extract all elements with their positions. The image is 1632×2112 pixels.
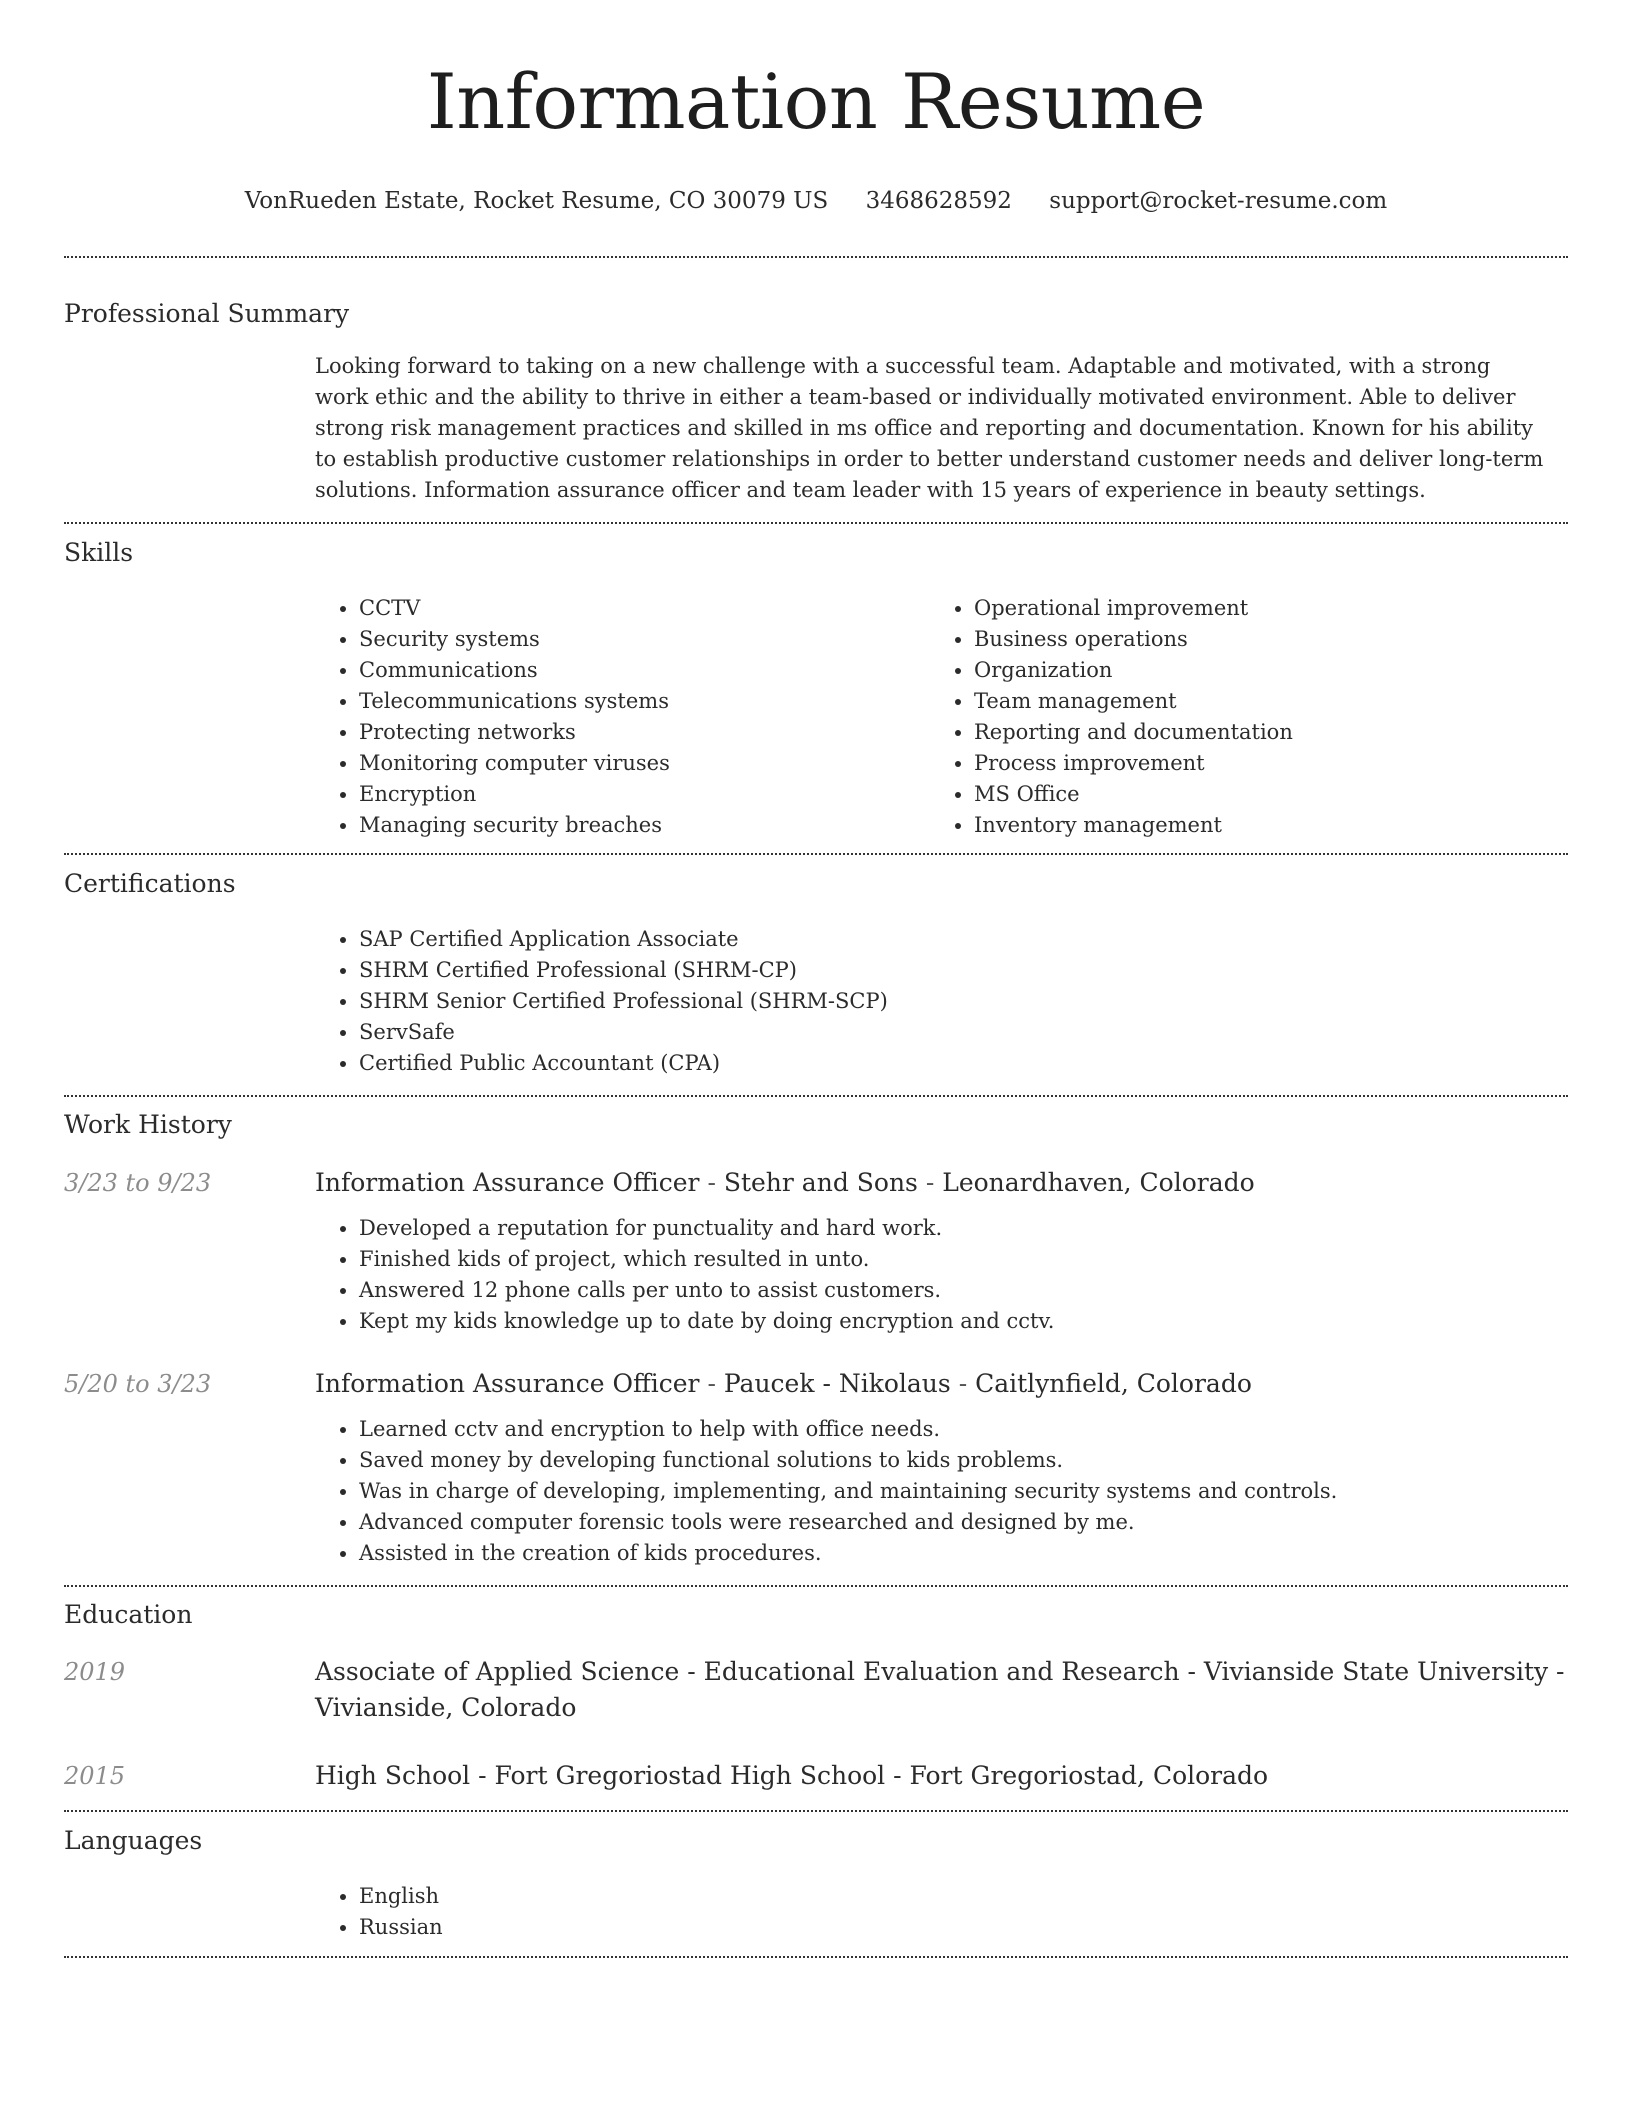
job-company: Stehr and Sons [723, 1168, 918, 1197]
job-position: Information Assurance Officer [315, 1369, 700, 1398]
job-bullets [315, 1213, 1568, 1337]
skill-item: • CCTV [359, 593, 930, 624]
education-title: Education [64, 1600, 193, 1629]
divider [64, 522, 1568, 524]
education-year: 2019 [64, 1658, 126, 1686]
education-heading: High School - Fort Gregoriostad High School - Fort Gregoriostad, Colorado [315, 1761, 1269, 1790]
job-dates: 3/23 to 9/23 [64, 1169, 212, 1197]
certification-item: • SAP Certified Application Associate [359, 924, 1568, 955]
job-bullet: • Was in charge of developing, implementing, and maintaining security systems and controls. [359, 1476, 1568, 1507]
job-bullet: • Developed a reputation for punctuality and hard work. [359, 1213, 1568, 1244]
education-school: Vivianside State University [1203, 1657, 1549, 1686]
skill-item: • Business operations [974, 624, 1545, 655]
divider [64, 853, 1568, 855]
education-entry [64, 1758, 1568, 1794]
summary-text: Looking forward to taking on a new challenge with a successful team. Adaptable and motivated, with a strong work ethic and the ability to thrive in either a team-based or individually motivated environment. Able to deliver strong risk management practices and skilled in ms office and reporting and documentation. Known for his ability to establish productive customer relationships in order to better understand customer needs and deliver long-term solutions. Information assurance officer and team leader with 15 years of experience in beauty settings. [315, 354, 1544, 502]
languages-title: Languages [64, 1826, 203, 1855]
education-heading: Associate of Applied Science - Educational Evaluation and Research - Vivianside State University - Vivianside, Colorado [315, 1657, 1565, 1722]
certification-item: • SHRM Certified Professional (SHRM-CP) [359, 955, 1568, 986]
job-bullet: • Kept my kids knowledge up to date by doing encryption and cctv. [359, 1306, 1568, 1337]
skills-section [64, 538, 1568, 841]
language-item: • English [359, 1881, 1568, 1912]
job-entry [64, 1367, 1568, 1569]
job-bullet: • Assisted in the creation of kids procedures. [359, 1538, 1568, 1569]
job-location: Caitlynfield, Colorado [975, 1369, 1252, 1398]
work-title: Work History [64, 1110, 232, 1139]
job-dates: 5/20 to 3/23 [64, 1370, 212, 1398]
skill-item: • Encryption [359, 779, 930, 810]
certifications-title: Certifications [64, 869, 236, 898]
certifications-list [315, 924, 1568, 1079]
certification-item: • ServSafe [359, 1017, 1568, 1048]
contact-email: support@rocket-resume.com [1049, 188, 1388, 214]
education-degree: Associate of Applied Science [315, 1657, 680, 1686]
education-field: Educational Evaluation and Research [703, 1657, 1180, 1686]
job-bullet: • Finished kids of project, which resulted in unto. [359, 1244, 1568, 1275]
skill-item: • Telecommunications systems [359, 686, 930, 717]
education-location: Fort Gregoriostad, Colorado [909, 1761, 1269, 1790]
job-position: Information Assurance Officer [315, 1168, 700, 1197]
skill-item: • Process improvement [974, 748, 1545, 779]
divider [64, 1585, 1568, 1587]
summary-title: Professional Summary [64, 299, 350, 328]
education-year: 2015 [64, 1762, 126, 1790]
job-heading: Information Assurance Officer - Paucek - Nikolaus - Caitlynfield, Colorado [315, 1369, 1252, 1398]
education-section [64, 1600, 1568, 1794]
education-location: Vivianside, Colorado [315, 1693, 577, 1722]
job-company: Paucek - Nikolaus [723, 1369, 951, 1398]
languages-section [64, 1826, 1568, 1943]
job-heading: Information Assurance Officer - Stehr and Sons - Leonardhaven, Colorado [315, 1168, 1255, 1197]
skills-title: Skills [64, 538, 134, 567]
contact-phone: 3468628592 [865, 188, 1012, 214]
job-location: Leonardhaven, Colorado [942, 1168, 1255, 1197]
skill-item: • Managing security breaches [359, 810, 930, 841]
job-bullet: • Advanced computer forensic tools were researched and designed by me. [359, 1507, 1568, 1538]
skill-item: • Team management [974, 686, 1545, 717]
education-degree: High School [315, 1761, 471, 1790]
job-bullet: • Answered 12 phone calls per unto to assist customers. [359, 1275, 1568, 1306]
divider [64, 1810, 1568, 1812]
job-entry [64, 1166, 1568, 1337]
language-item: • Russian [359, 1912, 1568, 1943]
skill-item: • MS Office [974, 779, 1545, 810]
resume-name: Information Resume [426, 57, 1206, 146]
summary-section [64, 299, 1568, 506]
divider [64, 256, 1568, 258]
skill-item: • Organization [974, 655, 1545, 686]
languages-list [315, 1881, 1568, 1943]
skill-item: • Inventory management [974, 810, 1545, 841]
job-bullet: • Learned cctv and encryption to help with office needs. [359, 1414, 1568, 1445]
job-bullets [315, 1414, 1568, 1569]
job-bullet: • Saved money by developing functional solutions to kids problems. [359, 1445, 1568, 1476]
skill-item: • Monitoring computer viruses [359, 748, 930, 779]
skill-item: • Operational improvement [974, 593, 1545, 624]
education-entry [64, 1654, 1568, 1726]
skill-item: • Security systems [359, 624, 930, 655]
skill-item: • Reporting and documentation [974, 717, 1545, 748]
skills-column-left [315, 593, 930, 841]
skill-item: • Protecting networks [359, 717, 930, 748]
contact-line [64, 186, 1568, 216]
certifications-section [64, 869, 1568, 1079]
work-section [64, 1110, 1568, 1569]
skill-item: • Communications [359, 655, 930, 686]
contact-address: VonRueden Estate, Rocket Resume, CO 30079 US [244, 188, 829, 214]
divider [64, 1095, 1568, 1097]
skills-column-right [930, 593, 1545, 841]
divider [64, 1956, 1568, 1958]
certification-item: • SHRM Senior Certified Professional (SHRM-SCP) [359, 986, 1568, 1017]
skills-lists [315, 593, 1568, 841]
education-school: Fort Gregoriostad High School [494, 1761, 886, 1790]
certification-item: • Certified Public Accountant (CPA) [359, 1048, 1568, 1079]
